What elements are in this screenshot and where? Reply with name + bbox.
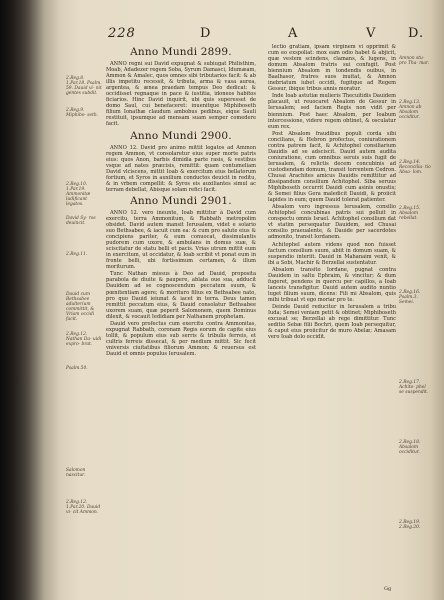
right-paragraph: Post Absalom fraudibus populi corda sibi concilians, & Hebron profectus, coniurationem contra patrem facit, & Achitophel consiliarium Dauidis ad se adsciscit. Dauid autem audita coniuratione, cum omnibus seruis suis fugit de Ierusalem, & relictis decem concubinis ad custodiendam domum, transit torrentem Cedron. Chusai Arachites amicus Dauidis remittitur ad dissipandum consilium Achitophel. Siba seruus Miphiboseth occurrit Dauidi cum asinis onustis; & Semei filius Gera maledicit Dauidi, & proiicit lapides in eum; quem Dauid tolerat patienter. <box>268 130 396 204</box>
margin-note-left: 2.Reg.9. Miphibo- seth. <box>66 108 99 118</box>
margin-note-left: Dauid cum Bethsabee adulterium committit, & Vriam occidi facit. <box>66 292 95 322</box>
margin-note-right: 2.Reg.19. 2.Reg.20. <box>399 520 421 530</box>
right-paragraph: lectio gratiam, ipsam virginem vi opprimit & cum eo exspoliat: mox eam odio habet & abjicit, quæ vestem scindens, clamans, & lugens, in domum Absalom fratris sui confugit. Post biennium Absalom in tondendis ouibus, in Baalhasor, fratres suos inuitat, & Amnon inebriatum iubet occidi, fugitque ad Regem Gessur, ibique tribus annis moratur. <box>268 44 396 93</box>
running-head-letter-1: D <box>200 26 212 41</box>
left-text-column <box>106 44 256 584</box>
running-head <box>108 26 428 40</box>
right-paragraph: Achitophel autem videns quod non fuisset factum consilium suum, abiit in domum suam, & suspendio interiit. Dauid in Mahanaim venit, & ibi a Sobi, Machir & Berzellai sustentatur. <box>268 241 396 266</box>
right-paragraph: Absalom vero ingressus Ierusalem, consilio Achitophel concubinas patris sui polluit in conspectu omnis Israel. Achitophel consilium dat vt statim persequatur Dauidem, sed Chusai consilio praeualente, & Dauide per sacerdotes admonito, transit Iordanem. <box>268 204 396 241</box>
margin-note-left: 2.Reg.8. 1.Par.18. Psalm. 59. Dauid vi- nit gentes subdit. <box>66 76 102 96</box>
margin-note-right: 2.Reg.18. Absalom occiditur. <box>399 440 421 455</box>
section-paragraph: ANNO regni sui David expugnat & subiugat Philisthim, Moab, Adadezer regem Soba, Syrum Damasci, Idumæam, Ammon & Amalec, quos omnes sibi tributarios facit: & ab illis impetitu recessit, & tributa, arma & vasa aurea, argentea, & ænea praedam tempus Deo dedicat: & occidisset regnaque in pace & iustitia, idoneos habitos ficiarios. Hinc David inquirit, ubi quis superesset de domo Saul, cui benefaceret: inuenitque Miphiboseth filium Ionathæ claudum ambobus pedibus, eique Sauli restituit, ipsumque ad mensam suam semper comedere facit. <box>106 61 256 128</box>
margin-note-left: 2.Reg.10. 1.Par.19. Ammonitæ ludificant legatos. <box>66 182 91 207</box>
page-number: 228 <box>108 26 136 41</box>
running-head-letter-4: D. <box>408 26 425 41</box>
margin-note-right: Amnon stu- pro Tha- mar. <box>399 56 429 66</box>
margin-note-left: Salomon nascitur. <box>66 468 86 478</box>
margin-note-left: Psalm.50. <box>66 366 88 371</box>
section-paragraph: Dauid vero profectus cum exercitu contra Ammonitas, expugnat Rabbath, coronam Regis eorum de capite eius tollit, & populum eius sub serris & tribulis ferreis, et cultris ferreis dissecat, & per medium mittit. Sic fecit vniversis ciuitatibus filiorum Ammon; & reuersus est Dauid et omnis populus Ierusalem. <box>106 320 256 357</box>
right-paragraph: Inde Ioab astutiæ mulieris Thecuitidis Dauidem placauit, ut reuocaret Absalom de Gessur in Ierusalem; sed faciem Regis non vidit per biennium. Post haec Absalom, per Ioabum intercessione, videre regem obtinet, & osculatur eum rex. <box>268 93 396 130</box>
margin-note-right: 2.Reg.15. Absalom rebellat. <box>399 206 421 221</box>
section-heading: Anno Mundi 2899. <box>130 46 232 58</box>
right-paragraph: Deinde Dauid reducitur in Ierusalem a tribu Iuda; Semei veniam petit & obtinet; Miphiboseth excusat se; Berzellai ab rege dimittitur. Tunc seditio Sebæ filii Bochri, quem Ioab persequitur, & caput eius proiicitur de muro Abelæ; Amasam vero Ioab dolo occidit. <box>268 303 396 341</box>
margin-note-right: 2.Reg.16. Psalm.3. Semei. <box>399 290 421 305</box>
right-text-column <box>268 44 396 584</box>
margin-note-right: 2.Reg.13. Amnon ab Absalom occiditur. <box>399 100 422 120</box>
margin-note-left: 2.Reg.11. <box>66 252 88 257</box>
section-heading: Anno Mundi 2900. <box>130 129 232 142</box>
right-paragraph: Absalom transito Iordane, pugnat contra Dauidem in saltu Ephraim, & vincitur; & dum fugeret, pendens in quercu per capillos, a Ioab lanceis transfigitur. Dauid autem audito nuntio luget filium suum, dicens: Fili mi Absalom, quis mihi tribuat vt ego moriar pro te. <box>268 266 396 303</box>
running-head-letter-3: V <box>366 26 377 41</box>
margin-note-left: 2.Reg.12. 1.Par.20. Dauid vi- cit Ammon. <box>66 500 101 515</box>
gutter-shadow <box>0 0 60 600</box>
running-head-letter-2: A <box>288 26 299 41</box>
margin-note-left: 2.Reg.12. Nathan Da- uidi expro- brat. <box>66 332 102 347</box>
margin-note-right: 2.Reg.14. Reconcilia- tio Absa- lom. <box>399 160 431 175</box>
section-paragraph: Tunc Nathan missus à Deo ad Dauid, proposita parabola de diuite & paupere, ablata oue sua, adducit Dauidem ad se cognoscendum peccatum suum, & pœnitentiam agere; & morituro filius ex Bethsabee nato, pro quo Dauid ieiunat & iacet in terra. Deus tamen remittit peccatum eius, & Dauid consolatur Bethsabee uxorem suam, quæ peperit Salomonem, quem Dominus dilexit, & vocauit Iedidiam per Nathanem prophetam. <box>106 271 256 320</box>
section-heading: Anno Mundi 2901. <box>130 194 232 207</box>
section-paragraph: ANNO 12. vero ineunte, Ioab mittitur à David cum exercitu, terra Ammonitum, & Rabbath metropolim obsidet. David autem mansit Ierusalem, videt e solario suo Bethsabee, & iacuit cum ea: & cum pro salute eius & concipiens pariter, & eum conuocat, dissimulantis pudorem cum uxore, & ambulans in domus suæ, & sciscitatur de statu belli et pacis. Vrias utrum mittit eum in exercitum, ut occidatur, & Ioab scribit vt ponat eum in fronte belli, ubi fortissimum certamen, & illum moriturum. <box>106 209 256 271</box>
margin-note-right: 2.Reg.17. Achito- phel se suspendit. <box>399 380 429 395</box>
margin-note-left: David Sy- ros deuincit. <box>66 216 96 226</box>
section-paragraph: ANNO 12. David pro animo mittit legatos ad Ammon regem Ammon, vt consolaretur eius super morte patris eius: quos Anon, barbis dimidia parte rasis, & vestibus vsque ad nates præcisis, remittit: quam contumeliam David vlciscens, mittit Ioab & exercitum eius bellatorum fortium, et Syros in auxilium conductos deuicit in reditu, & in vrbem compellit: & Syros eis auxiliantes simul ac terram debellat, Abisque solam refici facit. <box>106 144 256 193</box>
signature-mark: Gg <box>384 586 392 592</box>
